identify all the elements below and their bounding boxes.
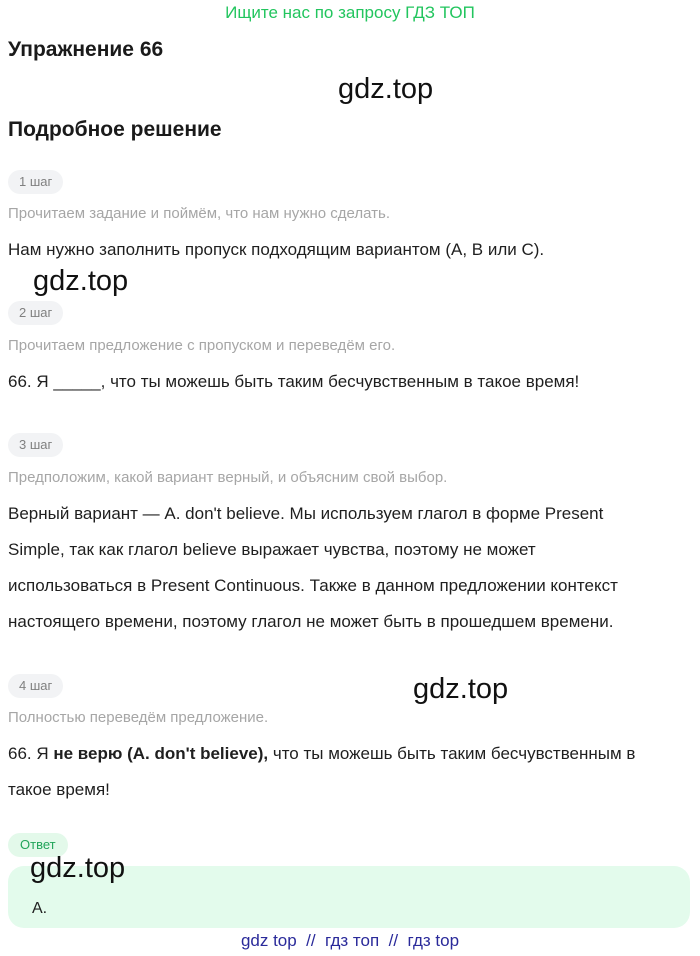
step-4-text-line2: такое время! bbox=[8, 780, 110, 799]
step-1-badge: 1 шаг bbox=[8, 170, 63, 194]
step-3-text-line: Верный вариант — A. don't believe. Мы используем глагол в форме Present bbox=[8, 504, 604, 523]
answer-text: A. bbox=[32, 900, 48, 917]
step-2-badge: 2 шаг bbox=[8, 301, 63, 325]
step-3-text-line: настоящего времени, поэтому глагол не может быть в прошедшем времени. bbox=[8, 612, 614, 631]
step-4-text-prefix: 66. Я bbox=[8, 744, 54, 763]
step-4-text-suffix: что ты можешь быть таким бесчувственным в bbox=[268, 744, 636, 763]
step-4-hint: Полностью переведём предложение. bbox=[8, 709, 269, 726]
step-3-hint: Предположим, какой вариант верный, и объясним свой выбор. bbox=[8, 469, 448, 486]
step-3-text-line: Simple, так как глагол believe выражает чувства, поэтому не может bbox=[8, 540, 536, 559]
step-1-text: Нам нужно заполнить пропуск подходящим вариантом (A, B или C). bbox=[8, 240, 545, 259]
step-2-text: 66. Я _____, что ты можешь быть таким бесчувственным в такое время! bbox=[8, 372, 580, 391]
step-4-badge: 4 шаг bbox=[8, 674, 63, 698]
watermark-text: gdz.top bbox=[33, 265, 129, 297]
solution-title: Подробное решение bbox=[8, 118, 222, 141]
step-1-hint: Прочитаем задание и поймём, что нам нужно сделать. bbox=[8, 205, 391, 222]
watermark-text: gdz.top bbox=[338, 73, 434, 105]
answer-badge: Ответ bbox=[8, 833, 68, 857]
watermark-text: gdz.top bbox=[413, 673, 509, 705]
top-banner: Ищите нас по запросу ГДЗ ТОП bbox=[225, 3, 475, 22]
step-3-badge: 3 шаг bbox=[8, 433, 63, 457]
step-4-text-bold: не верю (A. don't believe), bbox=[53, 744, 269, 763]
watermark-text: gdz.top bbox=[30, 852, 126, 884]
step-4-text bbox=[8, 736, 635, 772]
footer-links: gdz top // гдз топ // гдз top bbox=[240, 931, 460, 950]
exercise-title: Упражнение 66 bbox=[8, 38, 164, 61]
step-3-text-line: использоваться в Present Continuous. Также в данном предложении контекст bbox=[8, 576, 618, 595]
step-2-hint: Прочитаем предложение с пропуском и переведём его. bbox=[8, 337, 396, 354]
